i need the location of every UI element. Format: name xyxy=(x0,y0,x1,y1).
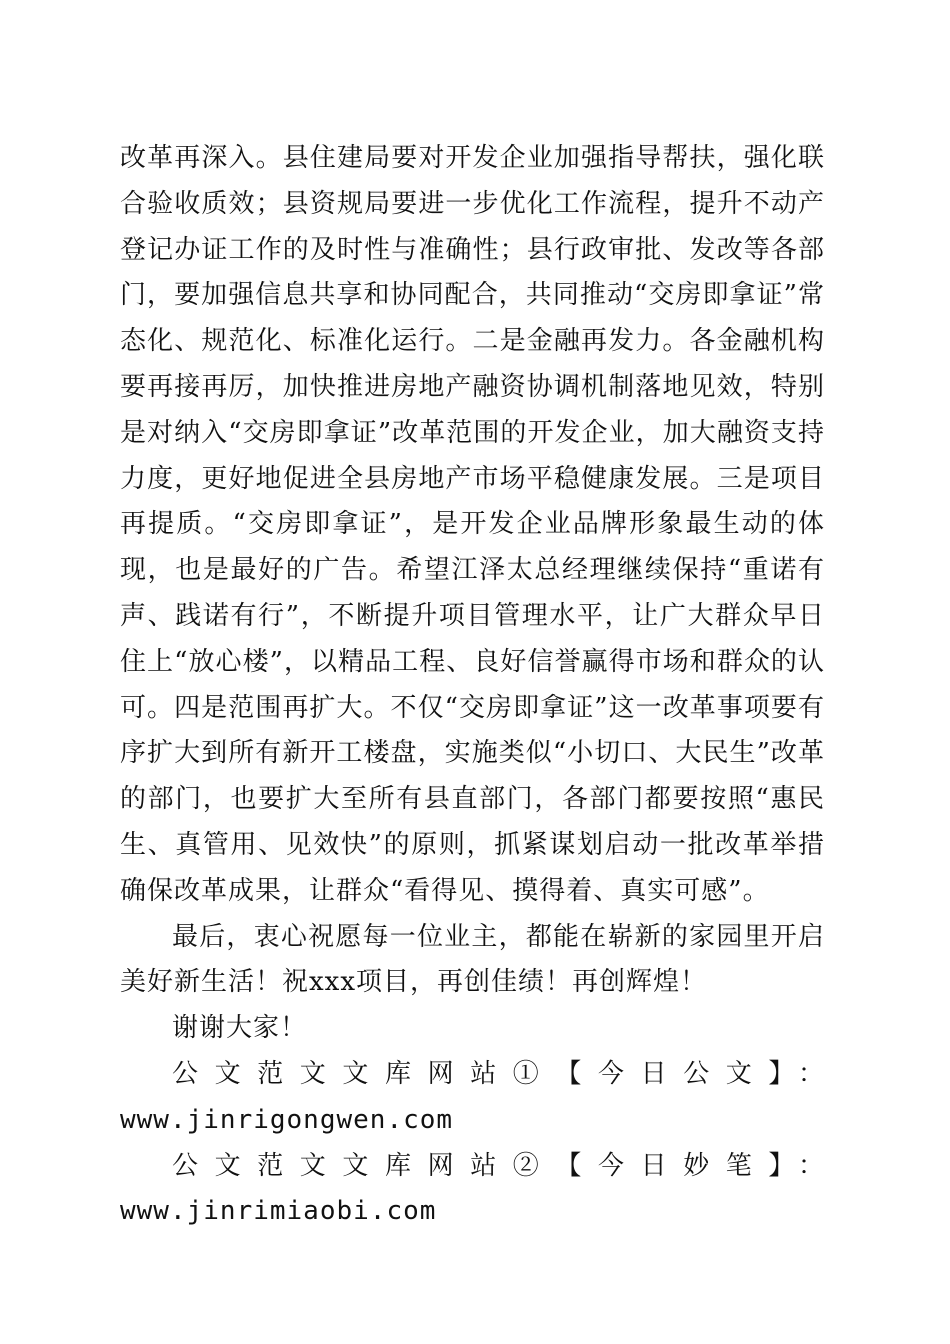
website-2-url: www.jinrimiaobi.com xyxy=(120,1196,437,1227)
body-paragraph-closing-wish: 最后，衷心祝愿每一位业主，都能在崭新的家园里开启美好新生活！祝xxx项目，再创佳绩！再创辉煌！ xyxy=(120,921,825,998)
body-paragraph-thanks: 谢谢大家！ xyxy=(172,1013,308,1044)
website-reference-2 xyxy=(120,1144,825,1236)
document-body xyxy=(120,136,825,1235)
website-1-label: 公文范文文库网站①【今日公文】： xyxy=(172,1058,825,1089)
website-reference-1 xyxy=(120,1052,825,1144)
website-2-label: 公文范文文库网站②【今日妙笔】： xyxy=(172,1150,825,1181)
website-1-url: www.jinrigongwen.com xyxy=(120,1104,454,1135)
body-paragraph-continued: 改革再深入。县住建局要对开发企业加强指导帮扶，强化联合验收质效；县资规局要进一步优化工作流程，提升不动产登记办证工作的及时性与准确性；县行政审批、发改等各部门，要加强信息共享和协同配合，共同推动“交房即拿证”常态化、规范化、标准化运行。二是金融再发力。各金融机构要再接再厉，加快推进房地产融资协调机制落地见效，特别是对纳入“交房即拿证”改革范围的开发企业，加大融资支持力度，更好地促进全县房地产市场平稳健康发展。三是项目再提质。“交房即拿证”，是开发企业品牌形象最生动的体现，也是最好的广告。希望江泽太总经理继续保持“重诺有声、践诺有行”，不断提升项目管理水平，让广大群众早日住上“放心楼”，以精品工程、良好信誉赢得市场和群众的认可。四是范围再扩大。不仅“交房即拿证”这一改革事项要有序扩大到所有新开工楼盘，实施类似“小切口、大民生”改革的部门，也要扩大至所有县直部门，各部门都要按照“惠民生、真管用、见效快”的原则，抓紧谋划启动一批改革举措确保改革成果，让群众“看得见、摸得着、真实可感”。 xyxy=(120,143,825,906)
